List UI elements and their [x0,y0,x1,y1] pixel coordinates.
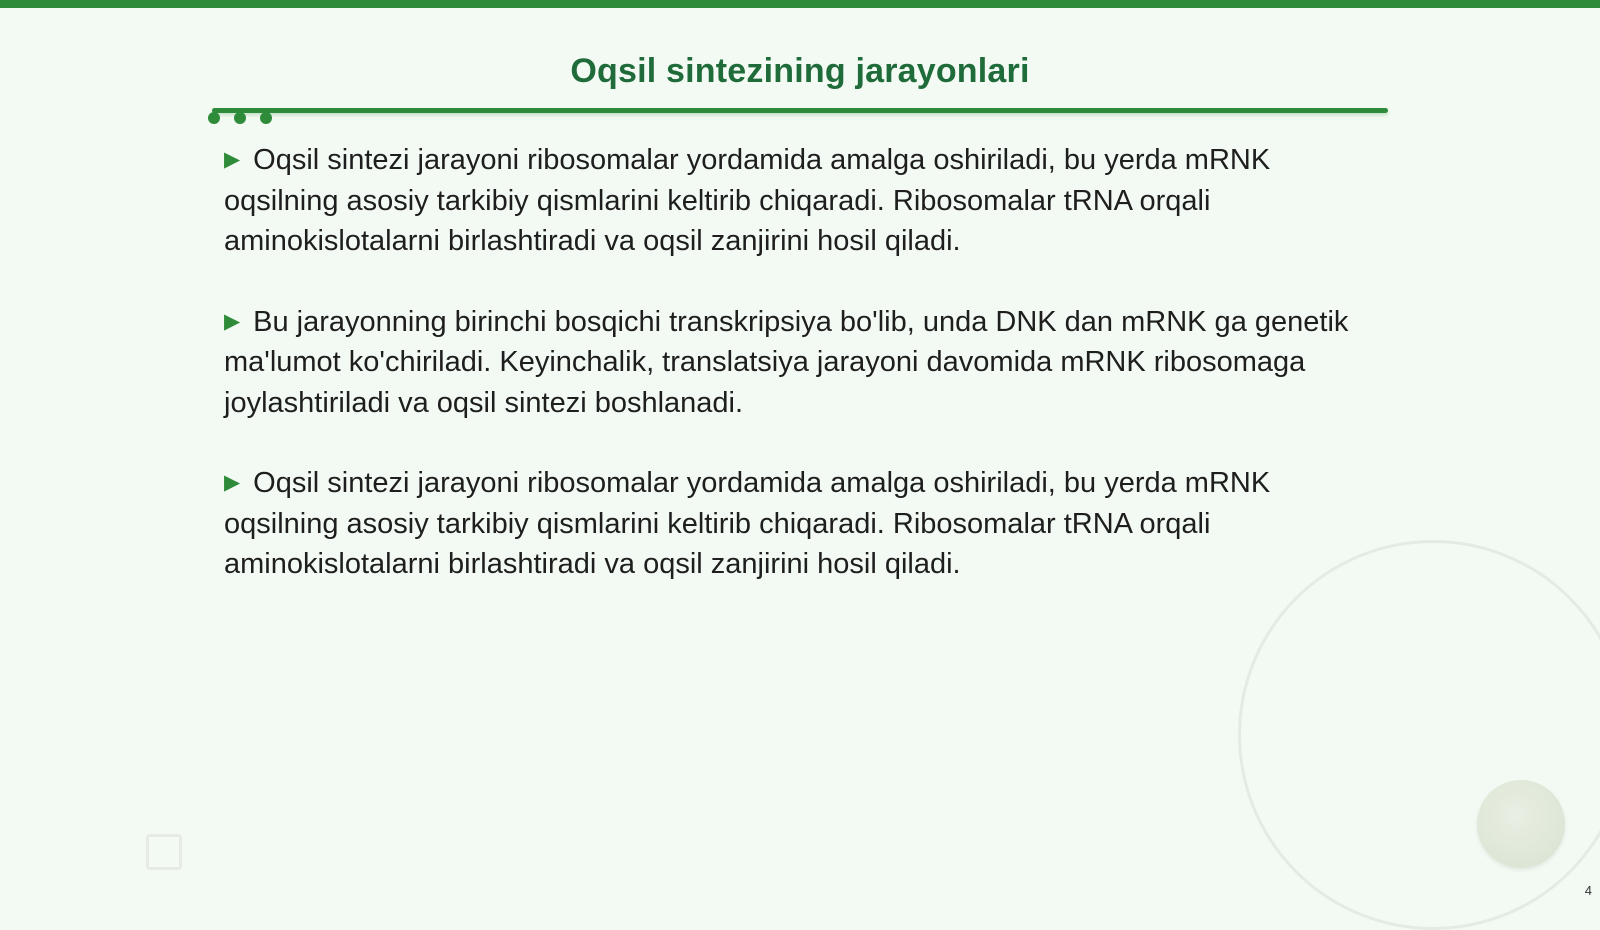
decor-dot [234,112,246,124]
decor-disc [1477,780,1565,868]
bullet-text: Oqsil sintezi jarayoni ribosomalar yordamida amalga oshiriladi, bu yerda mRNK oqsilning asosiy tarkibiy qismlarini keltirib chiqaradi. Ribosomalar tRNA orqali aminokislotalarni birlashtiradi va oqsil zanjirini hosil qiladi. [224,467,1271,580]
triangle-bullet-icon: ▶ [224,471,241,494]
bullet-text: Oqsil sintezi jarayoni ribosomalar yordamida amalga oshiriladi, bu yerda mRNK oqsilning asosiy tarkibiy qismlarini keltirib chiqaradi. Ribosomalar tRNA orqali aminokislotalarni birlashtiradi va oqsil zanjirini hosil qiladi. [224,144,1271,257]
decor-dot [208,112,220,124]
title-underline [212,108,1388,113]
bullet-text: Bu jarayonning birinchi bosqichi transkripsiya bo'lib, unda DNK dan mRNK ga genetik ma'lumot ko'chiriladi. Keyinchalik, translatsiya jarayoni davomida mRNK ribosomaga joylashtiriladi va oqsil sintezi boshlanadi. [224,305,1349,419]
decor-square [146,834,182,870]
slide-title: Oqsil sintezining jarayonlari [570,52,1030,90]
bullet-list [224,140,1374,625]
decor-ring [1238,540,1600,930]
bullet-item [224,302,1374,424]
triangle-bullet-icon: ▶ [224,148,241,171]
top-accent-bar [0,0,1600,8]
page-number: 4 [1584,883,1592,898]
triangle-bullet-icon: ▶ [224,309,241,333]
decor-dot [260,112,272,124]
bullet-item [224,140,1374,262]
bullet-item [224,463,1374,585]
